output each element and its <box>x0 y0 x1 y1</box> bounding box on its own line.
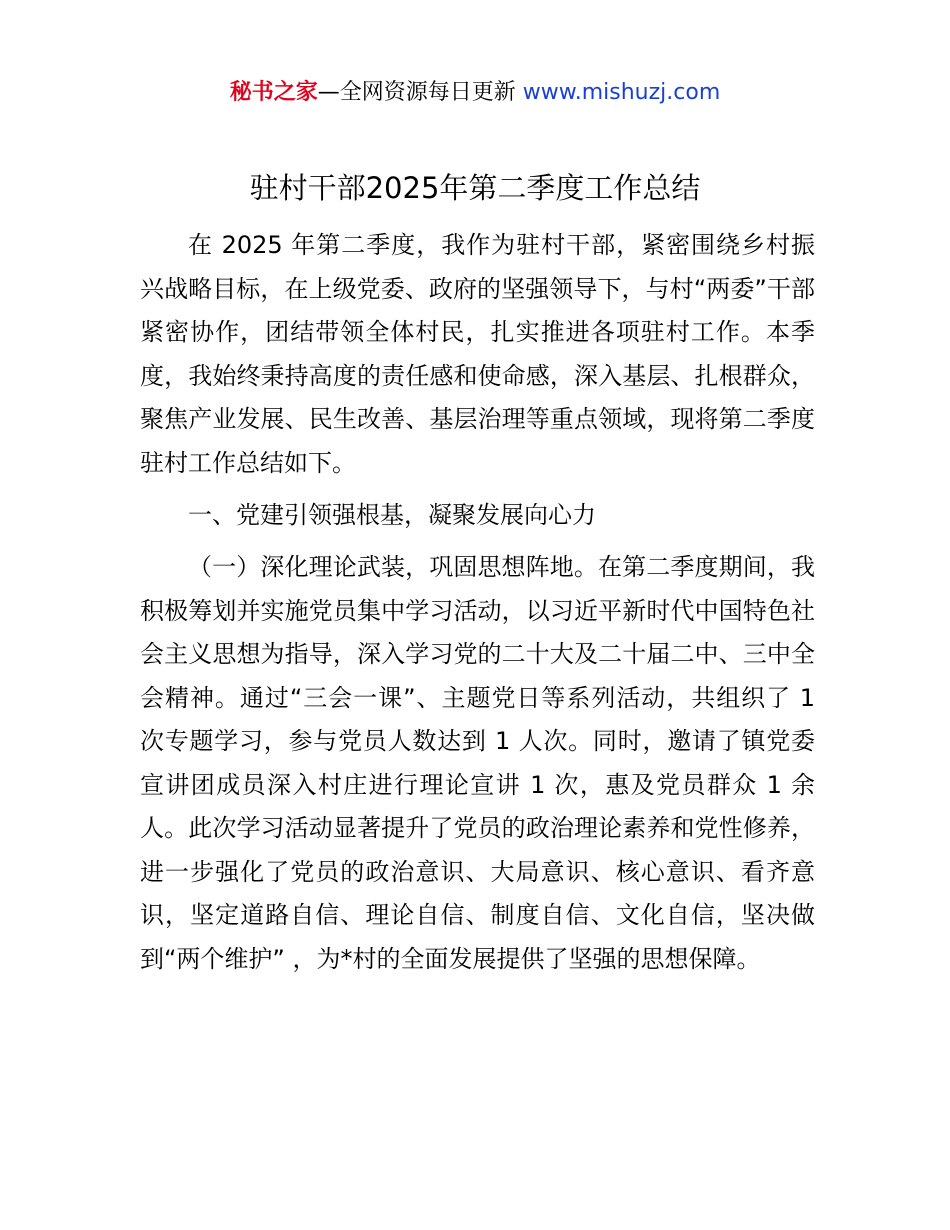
brand-name: 秘书之家 <box>229 80 318 105</box>
site-url-link[interactable]: www.mishuzj.com <box>522 80 721 105</box>
header-tagline: —全网资源每日更新 <box>317 80 523 105</box>
site-header <box>0 78 950 108</box>
document-title: 驻村干部2025年第二季度工作总结 <box>249 171 701 205</box>
intro-paragraph: 在 2025 年第二季度，我作为驻村干部，紧密围绕乡村振兴战略目标，在上级党委、政府的坚强领导下，与村“两委”干部紧密协作，团结带领全体村民，扎实推进各项驻村工作。本季度，我始终秉持高度的责任感和使命感，深入基层、扎根群众，聚焦产业发展、民生改善、基层治理等重点领域，现将第二季度驻村工作总结如下。 <box>140 231 815 477</box>
section-heading: 一、党建引领强根基，凝聚发展向心力 <box>188 501 596 529</box>
section-paragraph: （一）深化理论武装，巩固思想阵地。在第二季度期间，我积极筹划并实施党员集中学习活动，以习近平新时代中国特色社会主义思想为指导，深入学习党的二十大及二十届二中、三中全会精神。通过“三会一课”、主题党日等系列活动，共组织了 1 次专题学习，参与党员人数达到 1 人次。同时，邀请了镇党委宣讲团成员深入村庄进行理论宣讲 1 次，惠及党员群众 1 余人。此次学习活动显著提升了党员的政治理论素养和党性修养，进一步强化了党员的政治意识、大局意识、核心意识、看齐意识，坚定道路自信、理论自信、制度自信、文化自信，坚决做到“两个维护” ，为*村的全面发展提供了坚强的思想保障。 <box>140 553 815 973</box>
